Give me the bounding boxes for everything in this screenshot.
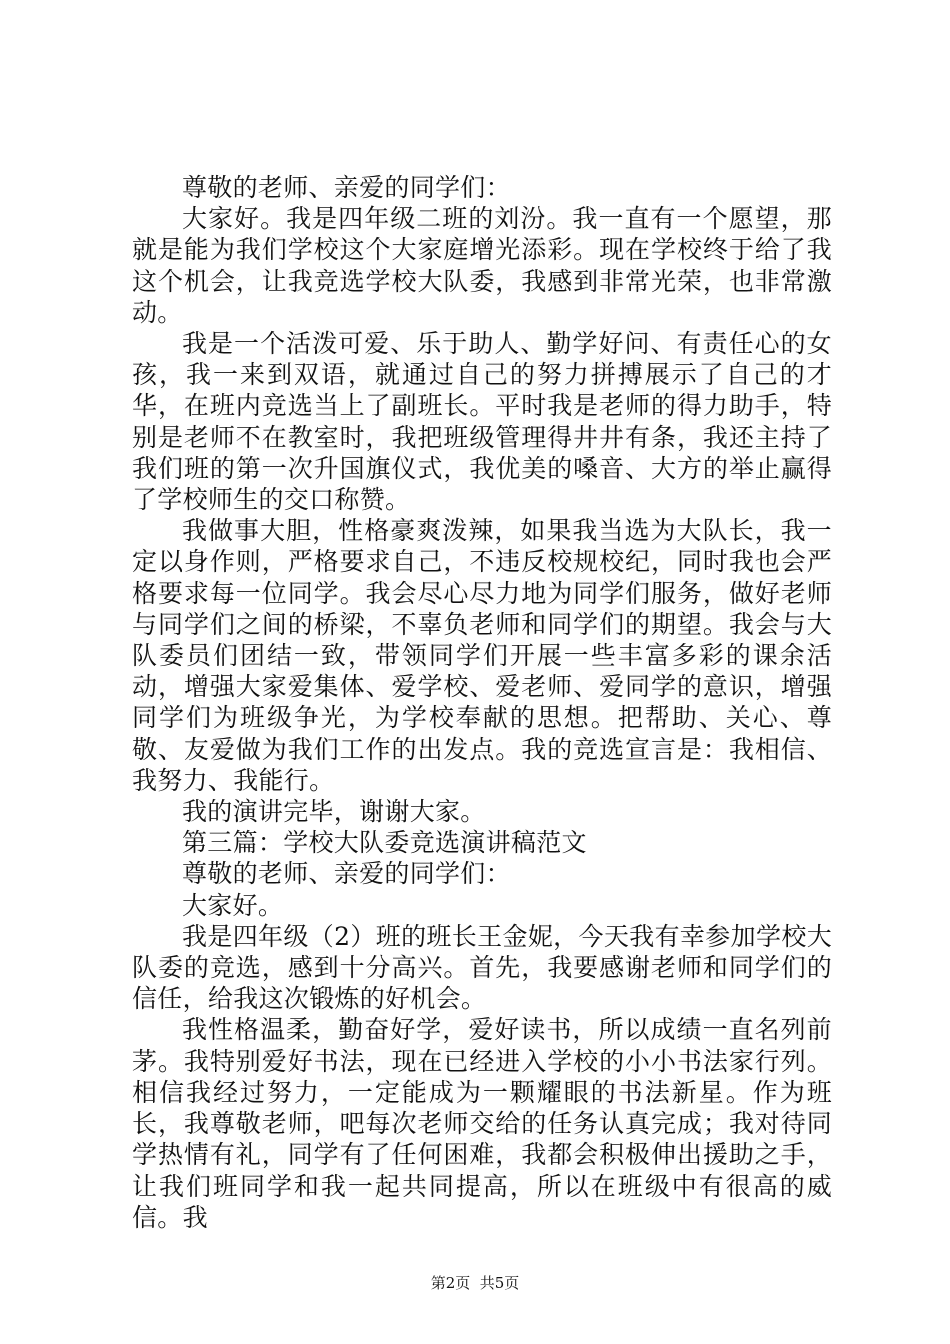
paragraph-3: 我是一个活泼可爱、乐于助人、勤学好问、有责任心的女孩，我一来到双语，就通过自己的努力拼搏展示了自己的才华，在班内竞选当上了副班长。平时我是老师的得力助手，特别是老师不在教室时，我把班级管理得井井有条，我还主持了我们班的第一次升国旗仪式，我优美的嗓音、大方的举止赢得了学校师生的交口称赞。 — [132, 329, 832, 515]
paragraph-5: 我的演讲完毕，谢谢大家。 — [182, 797, 486, 827]
page-number: 第2页 共5页 — [430, 1274, 520, 1292]
paragraph-10: 我性格温柔，勤奋好学，爱好读书，所以成绩一直名列前茅。我特别爱好书法，现在已经进入学校的小小书法家行列。相信我经过努力，一定能成为一颗耀眼的书法新星。作为班长，我尊敬老师，吧每次老师交给的任务认真完成；我对待同学热情有礼，同学有了任何困难，我都会积极伸出援助之手，让我们班同学和我一起共同提高，所以在班级中有很高的威信。我 — [132, 1015, 832, 1232]
paragraph-1: 尊敬的老师、亲爱的同学们： — [182, 173, 511, 202]
section-heading: 第三篇：学校大队委竞选演讲稿范文 — [182, 828, 587, 858]
page-footer — [0, 1272, 950, 1293]
paragraph-2: 大家好。我是四年级二班的刘汾。我一直有一个愿望，那就是能为我们学校这个大家庭增光添彩。现在学校终于给了我这个机会，让我竞选学校大队委，我感到非常光荣，也非常激动。 — [132, 204, 832, 327]
paragraph-4: 我做事大胆，性格豪爽泼辣，如果我当选为大队长，我一定以身作则，严格要求自己，不违反校规校纪，同时我也会严格要求每一位同学。我会尽心尽力地为同学们服务，做好老师与同学们之间的桥梁，不辜负老师和同学们的期望。我会与大队委员们团结一致，带领同学们开展一些丰富多彩的课余活动，增强大家爱集体、爱学校、爱老师、爱同学的意识，增强同学们为班级争光，为学校奉献的思想。把帮助、关心、尊敬、友爱做为我们工作的出发点。我的竞选宣言是：我相信、我努力、我能行。 — [132, 516, 832, 795]
paragraph-9: 我是四年级（2）班的班长王金妮，今天我有幸参加学校大队委的竞选，感到十分高兴。首先，我要感谢老师和同学们的信任，给我这次锻炼的好机会。 — [132, 921, 832, 1014]
paragraph-8: 大家好。 — [182, 890, 284, 920]
paragraph-7: 尊敬的老师、亲爱的同学们： — [182, 859, 511, 889]
document-body — [132, 172, 832, 1233]
